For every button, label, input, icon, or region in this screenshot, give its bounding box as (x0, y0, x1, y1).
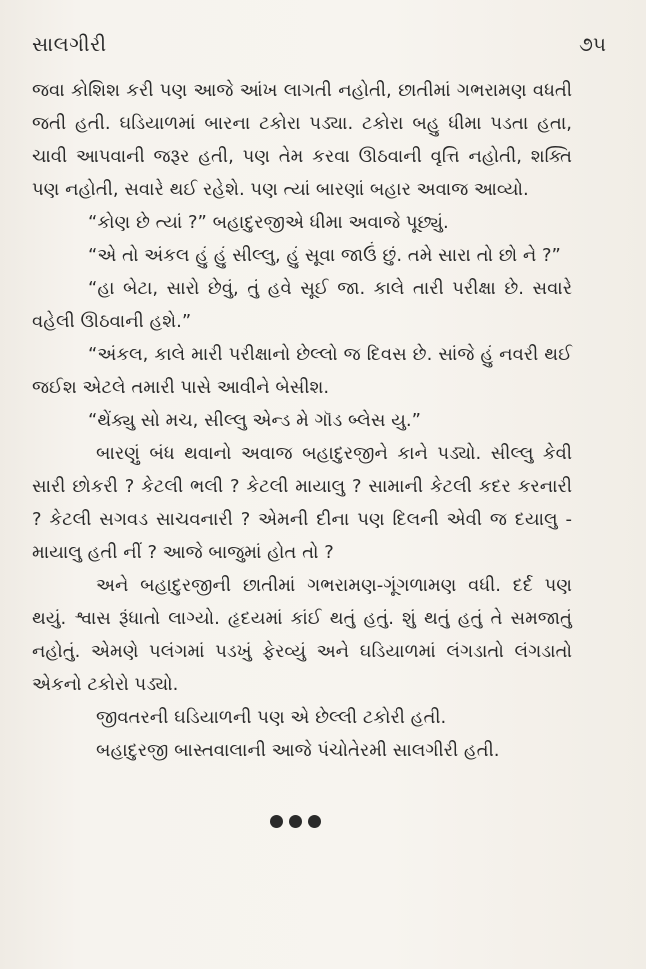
paragraph-1: જવા કોશિશ કરી પણ આજે આંખ લાગતી નહોતી, છાતીમાં ગભરામણ વધતી જતી હતી. ઘડિયાળમાં બારના ટકોરા પડ્યા. ટકોરા બહુ ધીમા પડતા હતા, ચાવી આપવાની જરૂર હતી, પણ તેમ કરવા ઊઠવાની વૃત્તિ નહોતી, શક્તિ પણ નહોતી, સવારે થઈ રહેશે. પણ ત્યાં બારણાં બહાર અવાજ આવ્યો. (32, 80, 572, 200)
dialogue-3: “હા બેટા, સારો છેવું, તું હવે સૂઈ જા. કાલે તારી પરીક્ષા છે. સવારે વહેલી ઊઠવાની હશે.” (32, 278, 572, 332)
paragraph-3: અને બહાદુરજીની છાતીમાં ગભરામણ-ગૂંગળામણ વધી. દર્દ પણ થયું. શ્વાસ રૂંધાતો લાગ્યો. હૃદયમાં કાંઈ થતું હતું. શું થતું હતું તે સમજાતું નહોતું. એમણે પલંગમાં પડખું ફેરવ્યું અને ઘડિયાળમાં લંગડાતો લંગડાતો એકનો ટકોરો પડ્યો. (32, 575, 572, 695)
dot-2 (289, 815, 302, 828)
body-text (32, 74, 572, 767)
running-head: સાલગીરી (32, 32, 107, 56)
dot-1 (270, 815, 283, 828)
dialogue-2: “એ તો અંકલ હું હું સીલ્લુ, હું સૂવા જાઉં છું. તમે સારા તો છો ને ?” (88, 245, 561, 266)
page-header (32, 32, 606, 56)
dialogue-1: “કોણ છે ત્યાં ?” બહાદુરજીએ ધીમા અવાજે પૂછ્યું. (88, 212, 449, 233)
dot-3 (308, 815, 321, 828)
section-break-dots (270, 815, 321, 828)
dialogue-4: “અંકલ, કાલે મારી પરીક્ષાનો છેલ્લો જ દિવસ છે. સાંજે હું નવરી થઈ જઈશ એટલે તમારી પાસે આવીને બેસીશ. (32, 344, 572, 398)
paragraph-4: જીવતરની ઘડિયાળની પણ એ છેલ્લી ટકોરી હતી. (96, 707, 447, 728)
paragraph-5: બહાદુરજી બાસ્તવાલાની આજે પંચોતેરમી સાલગીરી હતી. (96, 740, 500, 761)
dialogue-5: “થેંક્યુ સો મચ, સીલ્લુ એન્ડ મે ગૉડ બ્લેસ યુ.” (88, 410, 421, 431)
page-number: ૭૫ (578, 32, 606, 56)
paragraph-2: બારણું બંધ થવાનો અવાજ બહાદુરજીને કાને પડ્યો. સીલ્લુ કેવી સારી છોકરી ? કેટલી ભલી ? કેટલી માયાલુ ? સામાની કેટલી કદર કરનારી ? કેટલી સગવડ સાચવનારી ? એમની દીના પણ દિલની એવી જ દયાલુ - માયાલુ હતી નીં ? આજે બાજુમાં હોત તો ? (32, 443, 572, 563)
